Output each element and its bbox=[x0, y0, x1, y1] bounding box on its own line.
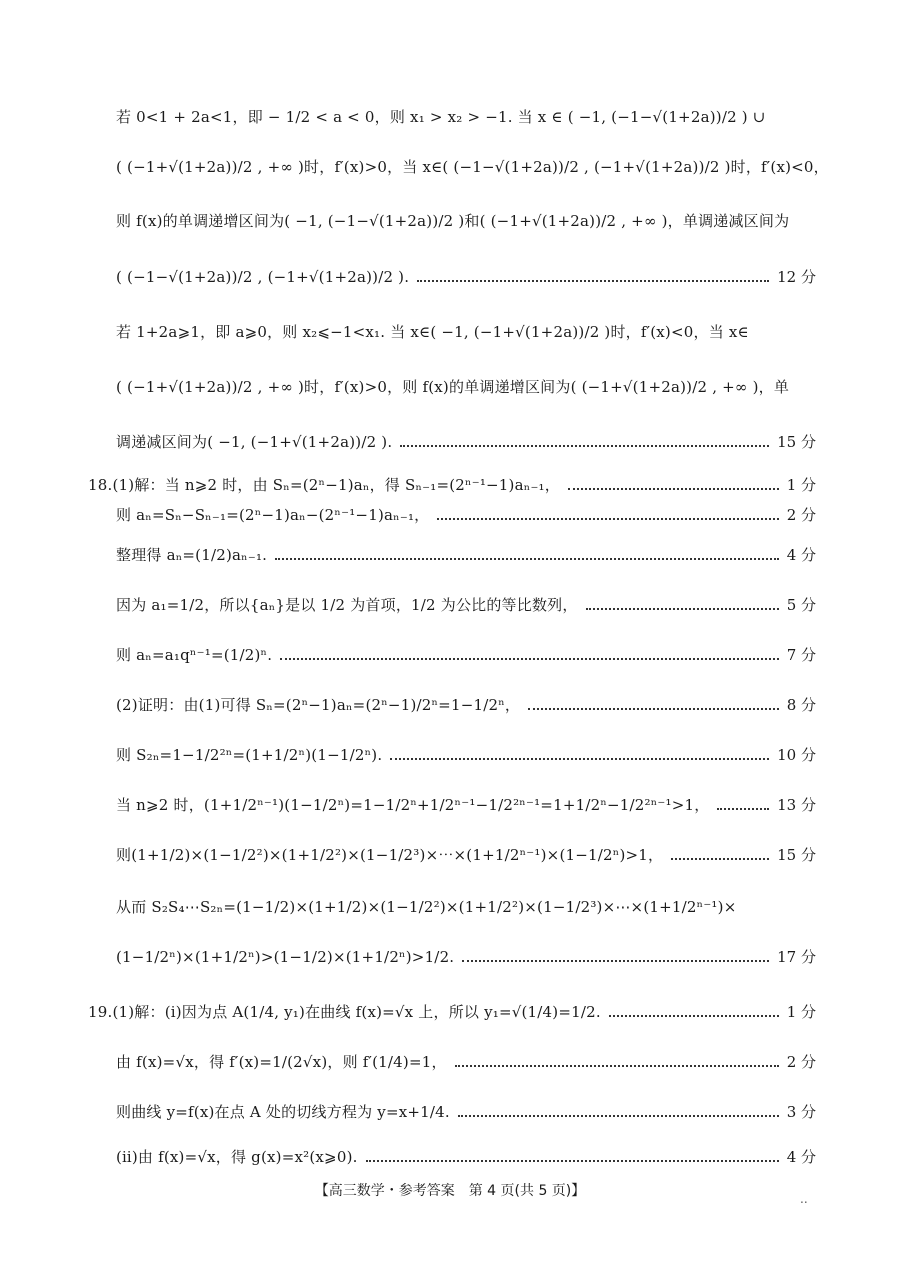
solution-line-3 bbox=[0, 214, 900, 229]
leader-dots bbox=[455, 1065, 779, 1067]
line-text: 则 f(x)的单调递增区间为( −1, (−1−√(1+2a))/2 )和( (−1+√(1+2a))/2 , +∞ )，单调递减区间为 bbox=[116, 212, 790, 230]
corner-mark: .. bbox=[800, 1192, 808, 1206]
problem-18-line-1 bbox=[0, 478, 900, 493]
line-text: ( (−1+√(1+2a))/2 , +∞ )时，f′(x)>0，则 f(x)的单调递增区间为( (−1+√(1+2a))/2 , +∞ )，单 bbox=[116, 378, 790, 396]
score-label: 5 分 bbox=[786, 596, 816, 614]
score-label: 10 分 bbox=[777, 746, 816, 764]
score-label: 8 分 bbox=[786, 696, 816, 714]
line-text: ( (−1+√(1+2a))/2 , +∞ )时，f′(x)>0，当 x∈( (−1−√(1+2a))/2 , (−1+√(1+2a))/2 )时，f′(x)<0， bbox=[116, 158, 829, 176]
score-label: 2 分 bbox=[786, 1053, 816, 1071]
leader-dots bbox=[568, 488, 779, 490]
leader-dots bbox=[366, 1160, 779, 1162]
problem-19-line-1 bbox=[0, 1005, 900, 1020]
score-label: 15 分 bbox=[777, 433, 816, 451]
problem-18-line-6 bbox=[0, 698, 900, 713]
line-text: (ⅱ)由 f(x)=√x，得 g(x)=x²(x⩾0). bbox=[116, 1148, 358, 1166]
problem-19-line-4 bbox=[0, 1150, 900, 1165]
line-text: (1−1/2ⁿ)×(1+1/2ⁿ)>(1−1/2)×(1+1/2ⁿ)>1/2. bbox=[116, 948, 455, 966]
problem-18-line-3 bbox=[0, 548, 900, 563]
line-text: ( (−1−√(1+2a))/2 , (−1+√(1+2a))/2 ). bbox=[116, 268, 410, 286]
leader-dots bbox=[280, 658, 778, 660]
score-label: 12 分 bbox=[777, 268, 816, 286]
line-text: 由 f(x)=√x，得 f′(x)=1/(2√x)，则 f′(1/4)=1， bbox=[116, 1053, 447, 1071]
line-text: 调递减区间为( −1, (−1+√(1+2a))/2 ). bbox=[116, 433, 393, 451]
score-label: 13 分 bbox=[777, 796, 816, 814]
solution-line-5 bbox=[0, 325, 900, 340]
problem-18-line-5 bbox=[0, 648, 900, 663]
problem-18-line-7 bbox=[0, 748, 900, 763]
line-text: 则 aₙ=Sₙ−Sₙ₋₁=(2ⁿ−1)aₙ−(2ⁿ⁻¹−1)aₙ₋₁， bbox=[116, 506, 430, 524]
score-label: 1 分 bbox=[786, 476, 816, 494]
solution-line-1 bbox=[0, 110, 900, 125]
line-text: 若 0<1 + 2a<1，即 − 1/2 < a < 0，则 x₁ > x₂ > −1. 当 x ∈ ( −1, (−1−√(1+2a))/2 ) ∪ bbox=[116, 108, 766, 126]
leader-dots bbox=[586, 608, 779, 610]
leader-dots bbox=[458, 1115, 779, 1117]
leader-dots bbox=[390, 758, 769, 760]
leader-dots bbox=[417, 280, 769, 282]
leader-dots bbox=[717, 808, 769, 810]
line-text: (2)证明：由(1)可得 Sₙ=(2ⁿ−1)aₙ=(2ⁿ−1)/2ⁿ=1−1/2ⁿ， bbox=[116, 696, 521, 714]
line-text: 19.(1)解：(ⅰ)因为点 A(1/4, y₁)在曲线 f(x)=√x 上，所以 y₁=√(1/4)=1/2. bbox=[88, 1003, 601, 1021]
problem-19-line-3 bbox=[0, 1105, 900, 1120]
leader-dots bbox=[437, 518, 778, 520]
line-text: 当 n⩾2 时，(1+1/2ⁿ⁻¹)(1−1/2ⁿ)=1−1/2ⁿ+1/2ⁿ⁻¹−1/2²ⁿ⁻¹=1+1/2ⁿ−1/2²ⁿ⁻¹>1， bbox=[116, 796, 710, 814]
leader-dots bbox=[400, 445, 769, 447]
problem-19-line-2 bbox=[0, 1055, 900, 1070]
problem-18-line-11 bbox=[0, 950, 900, 965]
line-text: 整理得 aₙ=(1/2)aₙ₋₁. bbox=[116, 546, 268, 564]
leader-dots bbox=[275, 558, 779, 560]
line-text: 则 S₂ₙ=1−1/2²ⁿ=(1+1/2ⁿ)(1−1/2ⁿ). bbox=[116, 746, 383, 764]
line-text: 18.(1)解：当 n⩾2 时，由 Sₙ=(2ⁿ−1)aₙ，得 Sₙ₋₁=(2ⁿ⁻¹−1)aₙ₋₁， bbox=[88, 476, 560, 494]
leader-dots bbox=[609, 1015, 779, 1017]
score-label: 1 分 bbox=[786, 1003, 816, 1021]
score-label: 4 分 bbox=[786, 546, 816, 564]
solution-line-2 bbox=[0, 160, 900, 175]
solution-line-6 bbox=[0, 380, 900, 395]
problem-18-line-9 bbox=[0, 848, 900, 863]
problem-18-line-10 bbox=[0, 900, 900, 915]
solution-line-7 bbox=[0, 435, 900, 450]
leader-dots bbox=[671, 858, 769, 860]
leader-dots bbox=[462, 960, 769, 962]
line-text: 则曲线 y=f(x)在点 A 处的切线方程为 y=x+1/4. bbox=[116, 1103, 450, 1121]
line-text: 因为 a₁=1/2，所以{aₙ}是以 1/2 为首项，1/2 为公比的等比数列， bbox=[116, 596, 578, 614]
leader-dots bbox=[528, 708, 779, 710]
page-footer: 【高三数学・参考答案 第 4 页(共 5 页)】 bbox=[314, 1183, 586, 1199]
score-label: 7 分 bbox=[786, 646, 816, 664]
solution-line-4 bbox=[0, 270, 900, 285]
score-label: 4 分 bbox=[786, 1148, 816, 1166]
score-label: 2 分 bbox=[786, 506, 816, 524]
problem-18-line-8 bbox=[0, 798, 900, 813]
line-text: 从而 S₂S₄⋯S₂ₙ=(1−1/2)×(1+1/2)×(1−1/2²)×(1+1/2²)×(1−1/2³)×⋯×(1+1/2ⁿ⁻¹)× bbox=[116, 898, 737, 916]
line-text: 则 aₙ=a₁qⁿ⁻¹=(1/2)ⁿ. bbox=[116, 646, 273, 664]
problem-18-line-4 bbox=[0, 598, 900, 613]
score-label: 15 分 bbox=[777, 846, 816, 864]
problem-18-line-2 bbox=[0, 508, 900, 523]
score-label: 3 分 bbox=[786, 1103, 816, 1121]
line-text: 则(1+1/2)×(1−1/2²)×(1+1/2²)×(1−1/2³)×⋯×(1+1/2ⁿ⁻¹)×(1−1/2ⁿ)>1， bbox=[116, 846, 664, 864]
line-text: 若 1+2a⩾1，即 a⩾0，则 x₂⩽−1<x₁. 当 x∈( −1, (−1+√(1+2a))/2 )时，f′(x)<0，当 x∈ bbox=[116, 323, 749, 341]
score-label: 17 分 bbox=[777, 948, 816, 966]
